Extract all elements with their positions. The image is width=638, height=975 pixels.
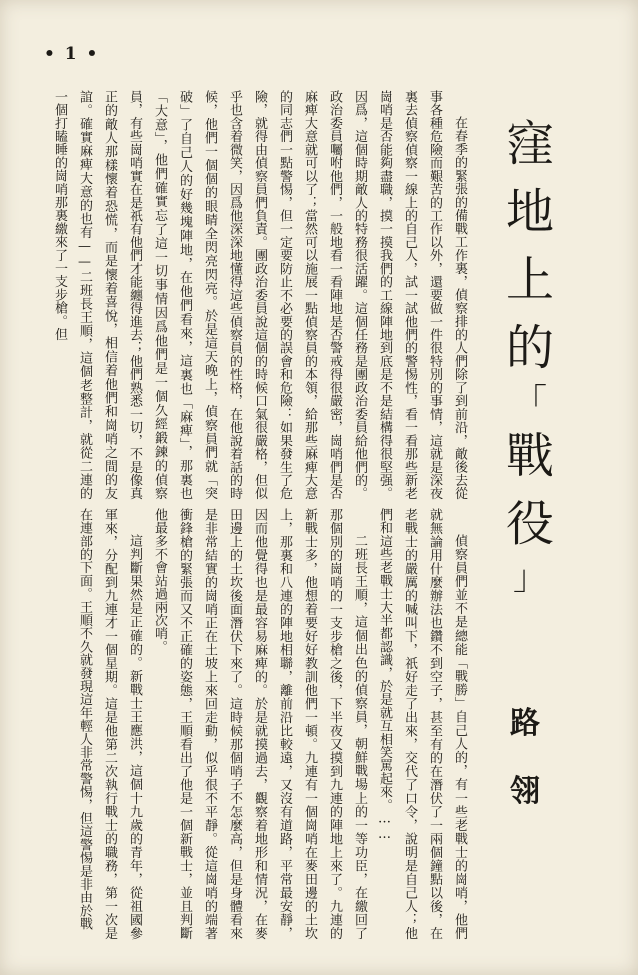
page-number: • 1 • (44, 44, 100, 64)
author-char: 翎 (510, 774, 540, 809)
paragraph: 這判斷果然是正確的。新戰士王應洪，這個十九歲的青年，從祖國參軍來，分配到九連才一個星期。這是他第二次執行戰士的職務，第一次是在連部的下面。王順不久就發現這年輕人非常警惕，但這警惕是非由於戰 (77, 508, 142, 940)
paragraph: 二班長王順，這個出色的偵察員，朝鮮戰場上的一等功臣，在繳回了那個別的崗哨的一支步槍之後，下半夜又摸到九連的陣地上來了。九連的新戰士多，他想着要好好教訓他們一頓。九連有一個崗哨在麥田邊的土坎上，那裏和八連的陣地相聯，離前沿比較遠，又沒有道路，平常最安靜，因而他覺得也是最容易麻痺的。於是就摸過去，觀察着地形和情況，在麥田邊上的土坎後面潛伏下來了。這時候那個哨子不怎麼高，但是身體看來是非常結實的崗哨正在土坡上來回走動，似乎很不平靜。從這崗哨的端著衝鋒槍的緊張而又不正確的姿態，王順看出了他是一個新戰士，並且判斷他最多不會站過兩次哨。 (152, 508, 367, 940)
title-char: 戰 (505, 428, 554, 484)
paragraph: 在春季的緊張的備戰工作裏，偵察排的人們除了到前沿，敵後去從事各種危險而艱苦的工作以外，還要做一件很特別的事情，這就是深夜裏去偵察偵察一線上的自己人，試一試他們的警惕性，看一看那些新老崗哨是否能夠盡職，摸一摸我們的工線陣地到底是不是結構得很堅强。因爲，這個時期敵人的特務很活躍。這個任務是團政治委員給他們的。政治委員囑咐他們，一般地看一看陣地是否警戒得很嚴密，崗哨們是否麻痺大意就可以了；當然可以施展一點偵察員的本領，給那些麻痺大意的同志們一點警惕，但一定要防止不必要的誤會和危險：如果發生了危險，就得由偵察員們負責。團政治委員說這個的時候口氣很嚴格，但似乎也含着微笑，因爲他深深地懂得這些偵察員的性格，在他說着話的時候，他們一個個的眼睛全閃亮閃亮。於是這天晚上，偵察員們就「突破」了自己人的好幾塊陣地，在他們看來，這裏也「麻痺」，那裏也「大意」，他們確實忘了這一切事情因爲他們是一個久經鍛鍊的偵察員，有些崗哨實在是祇有他們才能纏得進去；他們熟悉一切，不是像真正的敵人那樣懷着恐慌，而是懷着喜悅，相信着他們和崗哨之間的友誼。確實麻痺大意的也有——二班長王順，這個老整計，就從二連的一個打瞌睡的崗哨那裏繳來了一支步槍。但 (52, 90, 467, 500)
block-divider (40, 500, 472, 501)
title-char: 役 (505, 496, 554, 552)
body-text-lower (40, 508, 472, 940)
body-text-upper (40, 90, 472, 500)
paragraph: 偵察員們並不是總能「戰勝」自己人的，有一些老戰士的崗哨，他們就無論用什麼辦法也鑽不到空子，甚至有的在潛伏了一兩個鐘點以後，在老戰士的嚴厲的喊叫下，祇好走了出來，交代了口令，說明是自己人；他們和這些老戰士大半都認識，於是就互相笑罵起來。…… (377, 508, 467, 940)
title-char: 的 (505, 320, 554, 376)
title-bracket-open: 「 (513, 382, 547, 422)
title-bracket-close: 」 (513, 558, 547, 598)
title-char: 地 (505, 184, 554, 240)
story-title (500, 110, 560, 598)
author-char: 路 (510, 706, 540, 741)
title-char: 上 (505, 252, 554, 308)
title-char: 窪 (505, 116, 554, 172)
author-name (505, 690, 545, 826)
